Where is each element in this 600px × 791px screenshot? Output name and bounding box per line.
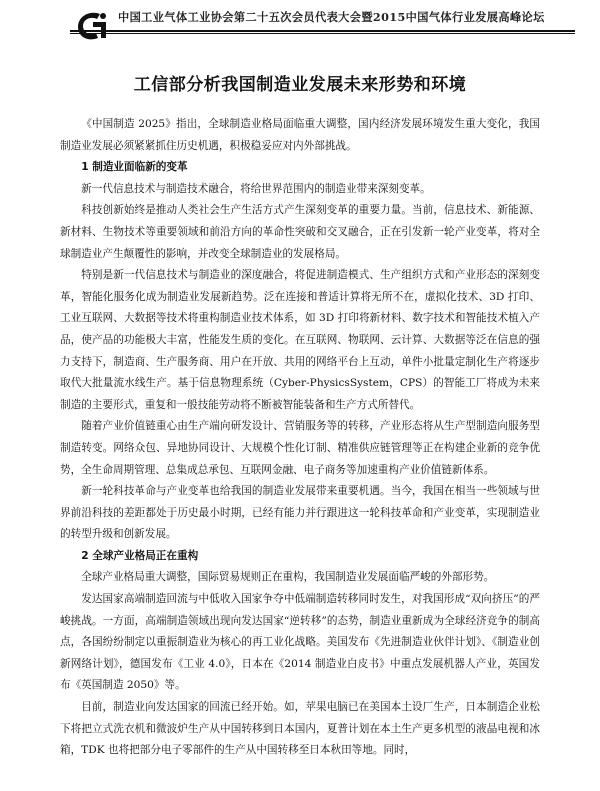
article-body <box>60 114 540 762</box>
paragraph: 目前，制造业向发达国家的回流已经开始。如，苹果电脑已在美国本土设厂生产，日本制造企业松下将把立式洗衣机和微波炉生产从中国转移到日本国内，夏普计划在本土生产更多机型的液晶电视和冰箱，TDK 也将把部分电子零部件的生产从中国转移至日本秋田等地。同时， <box>60 701 540 757</box>
paragraph: 科技创新始终是推动人类社会生产生活方式产生深刻变革的重要力量。当前，信息技术、新能源、新材料、生物技术等重要领域和前沿方向的革命性突破和交叉融合，正在引发新一轮产业变革，将对全球制造业产生颠覆性的影响，并改变全球制造业的发展格局。 <box>60 204 540 260</box>
section-heading: 1 制造业面临新的变革 <box>81 161 188 174</box>
paragraph: 特别是新一代信息技术与制造业的深度融合，将促进制造模式、生产组织方式和产业形态的深刻变革，智能化服务化成为制造业发展新趋势。泛在连接和普适计算将无所不在，虚拟化技术、3D 打印、工业互联网、大数据等技术将重构制造业技术体系，如 3D 打印将新材料、数字技术和智能技术植入产品，使产品的功能极大丰富，性能发生质的变化。在互联网、物联网、云计算、大数据等泛在信息的强力支持下，制造商、生产服务商、用户在开放、共用的网络平台上互动，单件小批量定制化生产将逐步取代大批量流水线生产。基于信息物理系统（Cyber-PhysicsSystem，CPS）的智能工厂将成为未来制造的主要形式，重复和一般技能劳动将不断被智能装备和生产方式所替代。 <box>60 269 540 411</box>
paragraph: 新一轮科技革命与产业变革也给我国的制造业发展带来重要机遇。当今，我国在相当一些领域与世界前沿科技的差距都处于历史最小时期，已经有能力并行跟进这一轮科技革命和产业变革，实现制造业的转型升级和创新发展。 <box>60 485 540 541</box>
association-logo-icon <box>72 8 112 44</box>
article-title: 工信部分析我国制造业发展未来形势和环境 <box>133 75 467 95</box>
paragraph: 全球产业格局重大调整，国际贸易规则正在重构，我国制造业发展面临严峻的外部形势。 <box>81 571 495 584</box>
header-title: 中国工业气体工业协会第二十五次会员代表大会暨2015中国气体行业发展高峰论坛 <box>118 10 545 24</box>
paragraph: 新一代信息技术与制造技术融合，将给世界范围内的制造业带来深刻变革。 <box>81 182 431 195</box>
paragraph: 随着产业价值链重心由生产端向研发设计、营销服务等的转移，产业形态将从生产型制造向服务型制造转变。网络众包、异地协同设计、大规模个性化订制、精准供应链管理等正在构建企业新的竞争优势，全生命周期管理、总集成总承包、互联网金融、电子商务等加速重构产业价值链新体系。 <box>60 420 540 476</box>
paragraph: 发达国家高端制造回流与中低收入国家争夺中低端制造转移同时发生，对我国形成“双向挤压”的严峻挑战。一方面，高端制造领域出现向发达国家“逆转移”的态势，制造业重新成为全球经济竞争的制高点，各国纷纷制定以重振制造业为核心的再工业化战略。美国发布《先进制造业伙伴计划》、《制造业创新网络计划》，德国发布《工业 4.0》，日本在《2014 制造业白皮书》中重点发展机器人产业，英国发布《英国制造 2050》等。 <box>60 593 540 692</box>
section-heading: 2 全球产业格局正在重构 <box>81 549 199 562</box>
header-divider <box>70 30 575 32</box>
header-divider-thin <box>70 33 575 34</box>
page-header <box>0 0 600 52</box>
intro-paragraph: 《中国制造 2025》指出，全球制造业格局面临重大调整，国内经济发展环境发生重大变化，我国制造业发展必须紧紧抓住历史机遇，积极稳妥应对内外部挑战。 <box>60 118 540 152</box>
